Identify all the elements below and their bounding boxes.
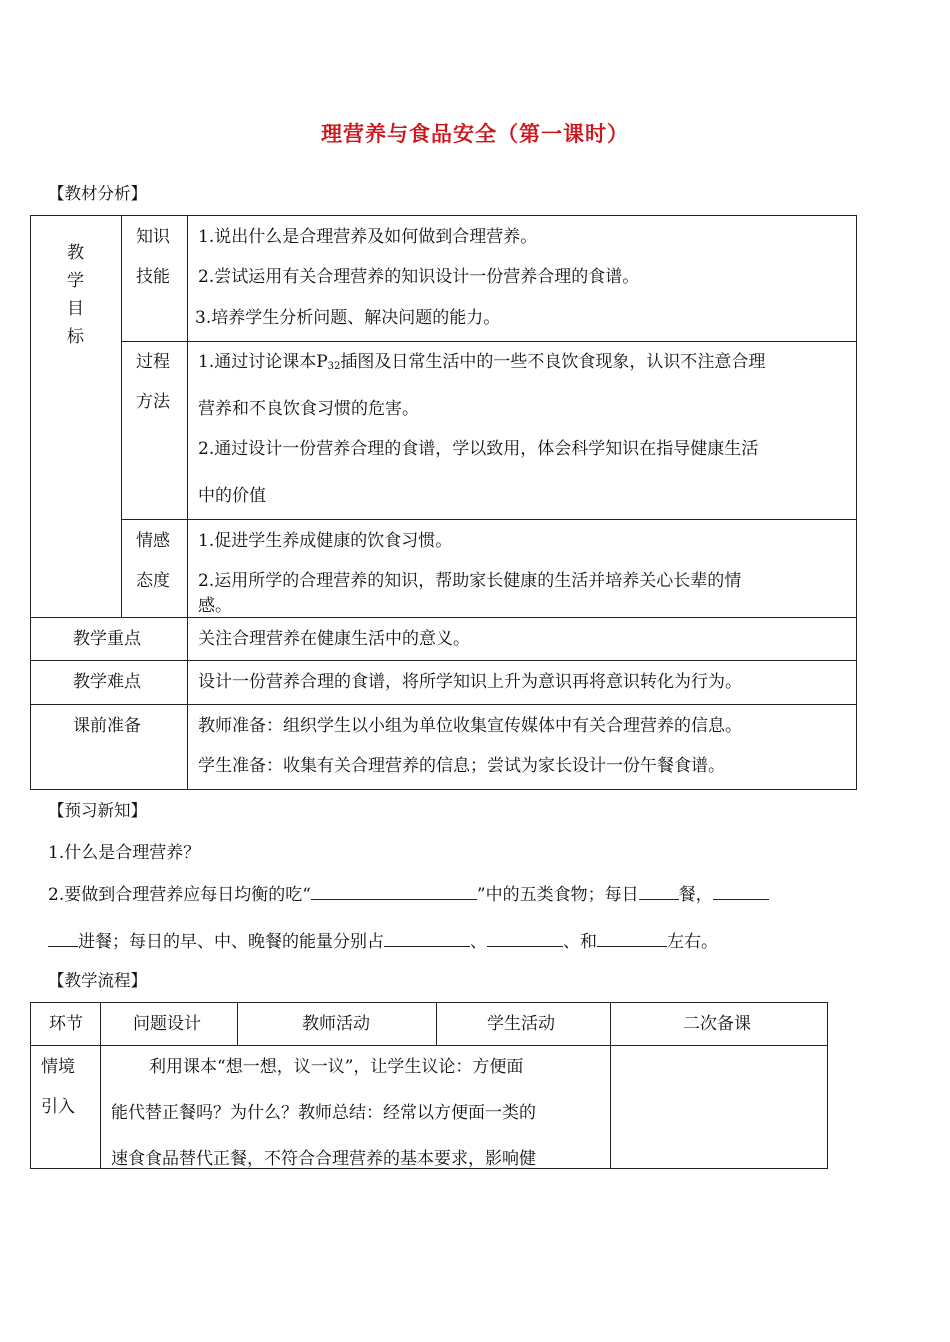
section-heading-analysis: 【教材分析】 [48,184,147,203]
objectives-table [30,215,857,790]
difficulty-text: 设计一份营养合理的食谱，将所学知识上升为意识再将意识转化为行为。 [198,672,742,692]
answer-blank[interactable] [487,932,563,947]
objectives-label-cell [31,216,122,618]
knowledge-label-cell [122,216,188,342]
knowledge-line: 1.说出什么是合理营养及如何做到合理营养。 [198,227,538,247]
second-prep-cell [611,1046,828,1169]
process-content-cell [188,342,857,520]
attitude-label-2: 态度 [136,571,170,591]
knowledge-line: 2.尝试运用有关合理营养的知识设计一份营养合理的食谱。 [198,267,640,287]
preparation-label: 课前准备 [73,716,141,736]
answer-blank[interactable] [311,885,477,900]
process-line-2: 营养和不良饮食习惯的危害。 [198,399,419,419]
key-point-label: 教学重点 [73,629,141,649]
stage-label-2: 引入 [41,1097,75,1117]
difficulty-label-cell [31,661,188,705]
activity-line: 利用课本“想一想，议一议”，让学生议论：方便面 [149,1057,524,1077]
preparation-student: 学生准备：收集有关合理营养的信息；尝试为家长设计一份午餐食谱。 [198,756,725,776]
answer-blank[interactable] [384,932,470,947]
objectives-label-char: 教 [67,243,84,263]
attitude-line: 感。 [198,596,232,616]
process-label-2: 方法 [136,392,170,412]
header-cell: 问题设计 [101,1003,238,1046]
answer-blank[interactable] [597,932,667,947]
knowledge-content-cell [188,216,857,342]
header-cell: 学生活动 [437,1003,611,1046]
attitude-line: 1.促进学生养成健康的饮食习惯。 [198,531,453,551]
process-label-cell [122,342,188,520]
preparation-teacher: 教师准备：组织学生以小组为单位收集宣传媒体中有关合理营养的信息。 [198,716,742,736]
flow-table [30,1002,828,1169]
process-line-3: 2.通过设计一份营养合理的食谱，学以致用，体会科学知识在指导健康生活 [198,439,759,459]
page-title: 理营养与食品安全（第一课时） [321,121,629,146]
answer-blank[interactable] [713,885,769,900]
stage-cell [31,1046,101,1169]
activity-cell [101,1046,611,1169]
activity-line: 能代替正餐吗？为什么？教师总结：经常以方便面一类的 [111,1103,536,1123]
knowledge-label-1: 知识 [136,227,170,247]
objectives-label-char: 学 [67,271,84,291]
stage-label-1: 情境 [41,1057,75,1077]
key-point-content-cell [188,618,857,661]
process-label-1: 过程 [136,352,170,372]
preparation-label-cell [31,705,188,790]
section-heading-preview: 【预习新知】 [48,801,147,820]
difficulty-content-cell [188,661,857,705]
attitude-content-cell [188,520,857,618]
section-heading-flow: 【教学流程】 [48,971,147,990]
objectives-label-char: 目 [67,299,84,319]
activity-line: 速食食品替代正餐，不符合合理营养的基本要求，影响健 [111,1149,536,1169]
knowledge-label-2: 技能 [136,267,170,287]
attitude-line: 2.运用所学的合理营养的知识，帮助家长健康的生活并培养关心长辈的情 [198,571,742,591]
answer-blank[interactable] [639,885,679,900]
process-line-4: 中的价值 [198,486,266,506]
process-line-1: 1.通过讨论课本$P_{32}$插图及日常生活中的一些不良饮食现象，认识不注意合理 [198,352,766,372]
attitude-label-1: 情感 [136,531,170,551]
header-cell: 二次备课 [611,1003,828,1046]
answer-blank[interactable] [48,932,78,947]
key-point-label-cell [31,618,188,661]
header-cell: 环节 [31,1003,101,1046]
question-2-line-2: 进餐；每日的早、中、晚餐的能量分别占 、 、和 左右。 [48,927,718,952]
difficulty-label: 教学难点 [73,672,141,692]
question-2-line-1: 2.要做到合理营养应每日均衡的吃“ ”中的五类食物；每日 餐， [48,880,769,905]
objectives-label-char: 标 [67,327,84,347]
attitude-label-cell [122,520,188,618]
knowledge-line: 3.培养学生分析问题、解决问题的能力。 [195,308,501,328]
question-1: 1.什么是合理营养？ [48,843,201,863]
header-cell: 教师活动 [238,1003,437,1046]
preparation-content-cell [188,705,857,790]
key-point-text: 关注合理营养在健康生活中的意义。 [198,629,470,649]
